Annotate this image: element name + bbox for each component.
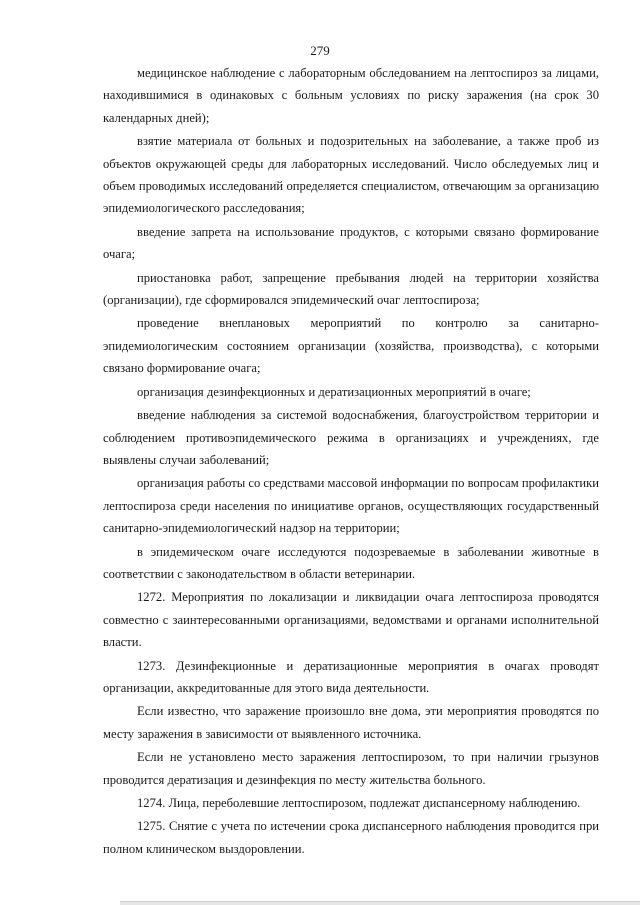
- paragraph-infection-place-unknown: Если не установлено место заражения лептоспирозом, то при наличии грызунов проводится дератизация и дезинфекция по месту жительства больного.: [103, 750, 599, 787]
- paragraph-sampling: взятие материала от больных и подозрительных на заболевание, а также проб из объектов окружающей среды для лабораторных исследований. Число обследуемых лиц и объем проводимых исследований определяется специалистом, отвечающим за организацию эпидемиологического расследования;: [103, 134, 599, 216]
- paragraph-product-ban: введение запрета на использование продуктов, с которыми связано формирование очага;: [103, 224, 599, 262]
- paragraph-1273: 1273. Дезинфекционные и дератизационные мероприятия в очагах проводят организации, аккредитованные для этого вида деятельности.: [103, 658, 599, 695]
- paragraph-media-work: организация работы со средствами массовой информации по вопросам профилактики лептоспироза среди населения по инициативе органов, осуществляющих государственный санитарно-эпидемиологический надзор на территории;: [103, 476, 599, 536]
- paragraph-1272: 1272. Мероприятия по локализации и ликвидации очага лептоспироза проводятся совместно с заинтересованными организациями, ведомствами и органами исполнительной власти.: [103, 590, 599, 650]
- paragraph-infection-outside-home: Если известно, что заражение произошло вне дома, эти мероприятия проводятся по месту заражения в зависимости от выявленного источника.: [103, 704, 599, 741]
- paragraph-work-suspension: приостановка работ, запрещение пребывания людей на территории хозяйства (организации), где сформировался эпидемический очаг лептоспироза;: [103, 270, 599, 308]
- scan-edge-artifact: [120, 901, 640, 905]
- paragraph-medical-observation: медицинское наблюдение с лабораторным обследованием на лептоспироз за лицами, находившимися в одинаковых с больным условиях по риску заражения (на срок 30 календарных дней);: [103, 66, 599, 125]
- paragraph-1274: 1274. Лица, переболевшие лептоспирозом, подлежат диспансерному наблюдению.: [137, 796, 581, 810]
- paragraph-unscheduled-control: проведение внеплановых мероприятий по контролю за санитарно-эпидемиологическим состоянием организации (хозяйства, производства), с которыми связано формирование очага;: [103, 316, 599, 376]
- page-number: 279: [310, 43, 330, 58]
- document-body: [103, 62, 599, 860]
- paragraph-1275: 1275. Снятие с учета по истечении срока диспансерного наблюдения проводится при полном клиническом выздоровлении.: [103, 819, 599, 856]
- paragraph-disinfection-organization: организация дезинфекционных и дератизационных мероприятий в очаге;: [137, 384, 531, 399]
- paragraph-animal-examination: в эпидемическом очаге исследуются подозреваемые в заболевании животные в соответствии с законодательством в области ветеринарии.: [103, 544, 599, 581]
- paragraph-water-supply-monitoring: введение наблюдения за системой водоснабжения, благоустройством территории и соблюдением противоэпидемического режима в организациях и учреждениях, где выявлены случаи заболеваний;: [103, 408, 599, 467]
